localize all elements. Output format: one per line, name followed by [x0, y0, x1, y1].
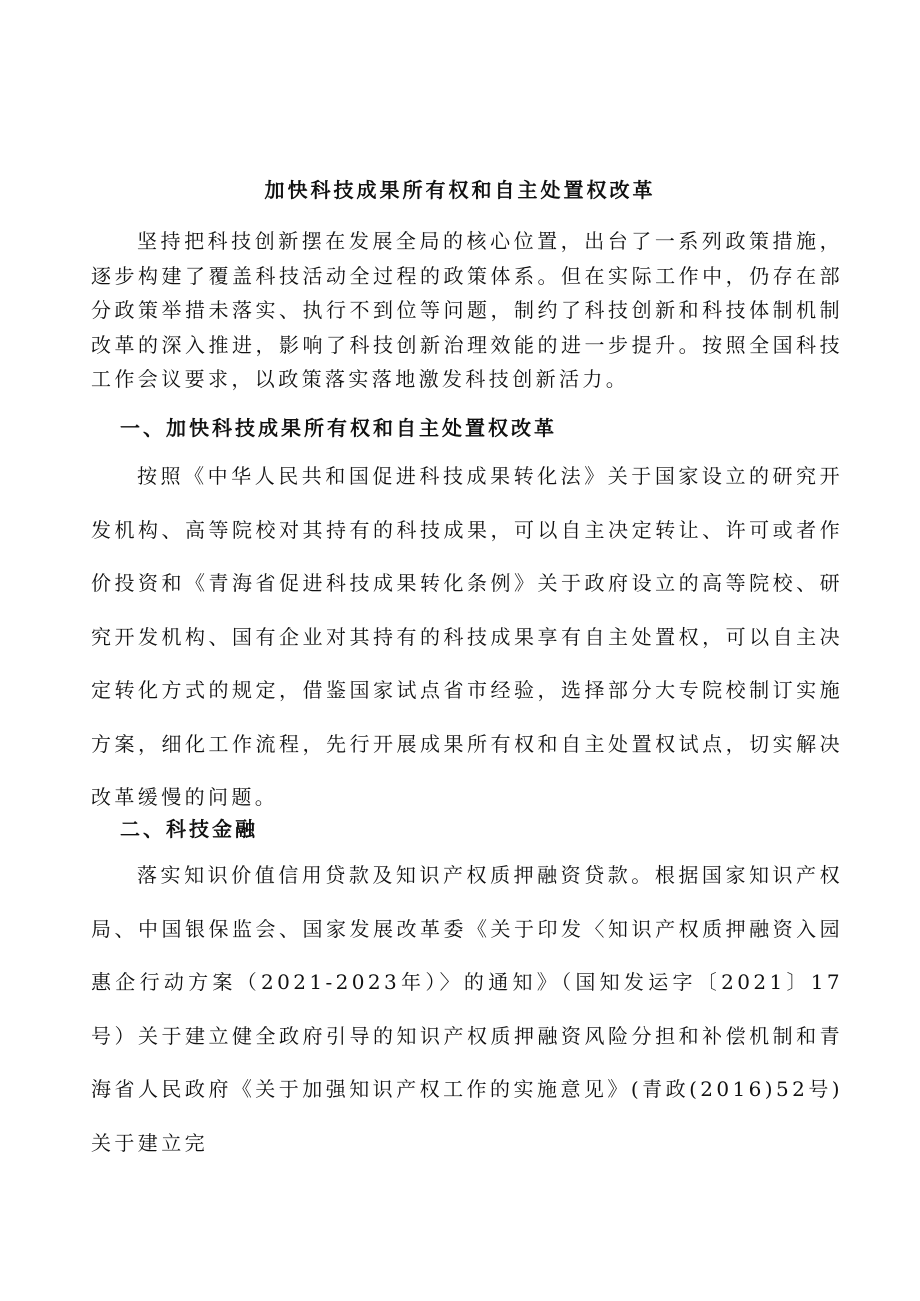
section-1-heading: 一、加快科技成果所有权和自主处置权改革	[120, 416, 557, 440]
section-2-body: 落实知识价值信用贷款及知识产权质押融资贷款。根据国家知识产权局、中国银保监会、国家发展改革委《关于印发〈知识产权质押融资入园惠企行动方案（2021-2023年）〉的通知》（国知发运字〔2021〕17号）关于建立健全政府引导的知识产权质押融资风险分担和补偿机制和青海省人民政府《关于加强知识产权工作的实施意见》(青政(2016)52号)关于建立完	[91, 863, 843, 1155]
section-2-heading: 二、科技金融	[120, 817, 258, 841]
section-1-body: 按照《中华人民共和国促进科技成果转化法》关于国家设立的研究开发机构、高等院校对其持有的科技成果，可以自主决定转让、许可或者作价投资和《青海省促进科技成果转化条例》关于政府设立的高等院校、研究开发机构、国有企业对其持有的科技成果享有自主处置权，可以自主决定转化方式的规定，借鉴国家试点省市经验，选择部分大专院校制订实施方案，细化工作流程，先行开展成果所有权和自主处置权试点，切实解决改革缓慢的问题。	[91, 464, 843, 809]
document-title: 加快科技成果所有权和自主处置权改革	[264, 178, 656, 202]
intro-paragraph: 坚持把科技创新摆在发展全局的核心位置，出台了一系列政策措施，逐步构建了覆盖科技活动全过程的政策体系。但在实际工作中，仍存在部分政策举措未落实、执行不到位等问题，制约了科技创新和科技体制机制改革的深入推进，影响了科技创新治理效能的进一步提升。按照全国科技工作会议要求，以政策落实落地激发科技创新活力。	[91, 229, 843, 391]
